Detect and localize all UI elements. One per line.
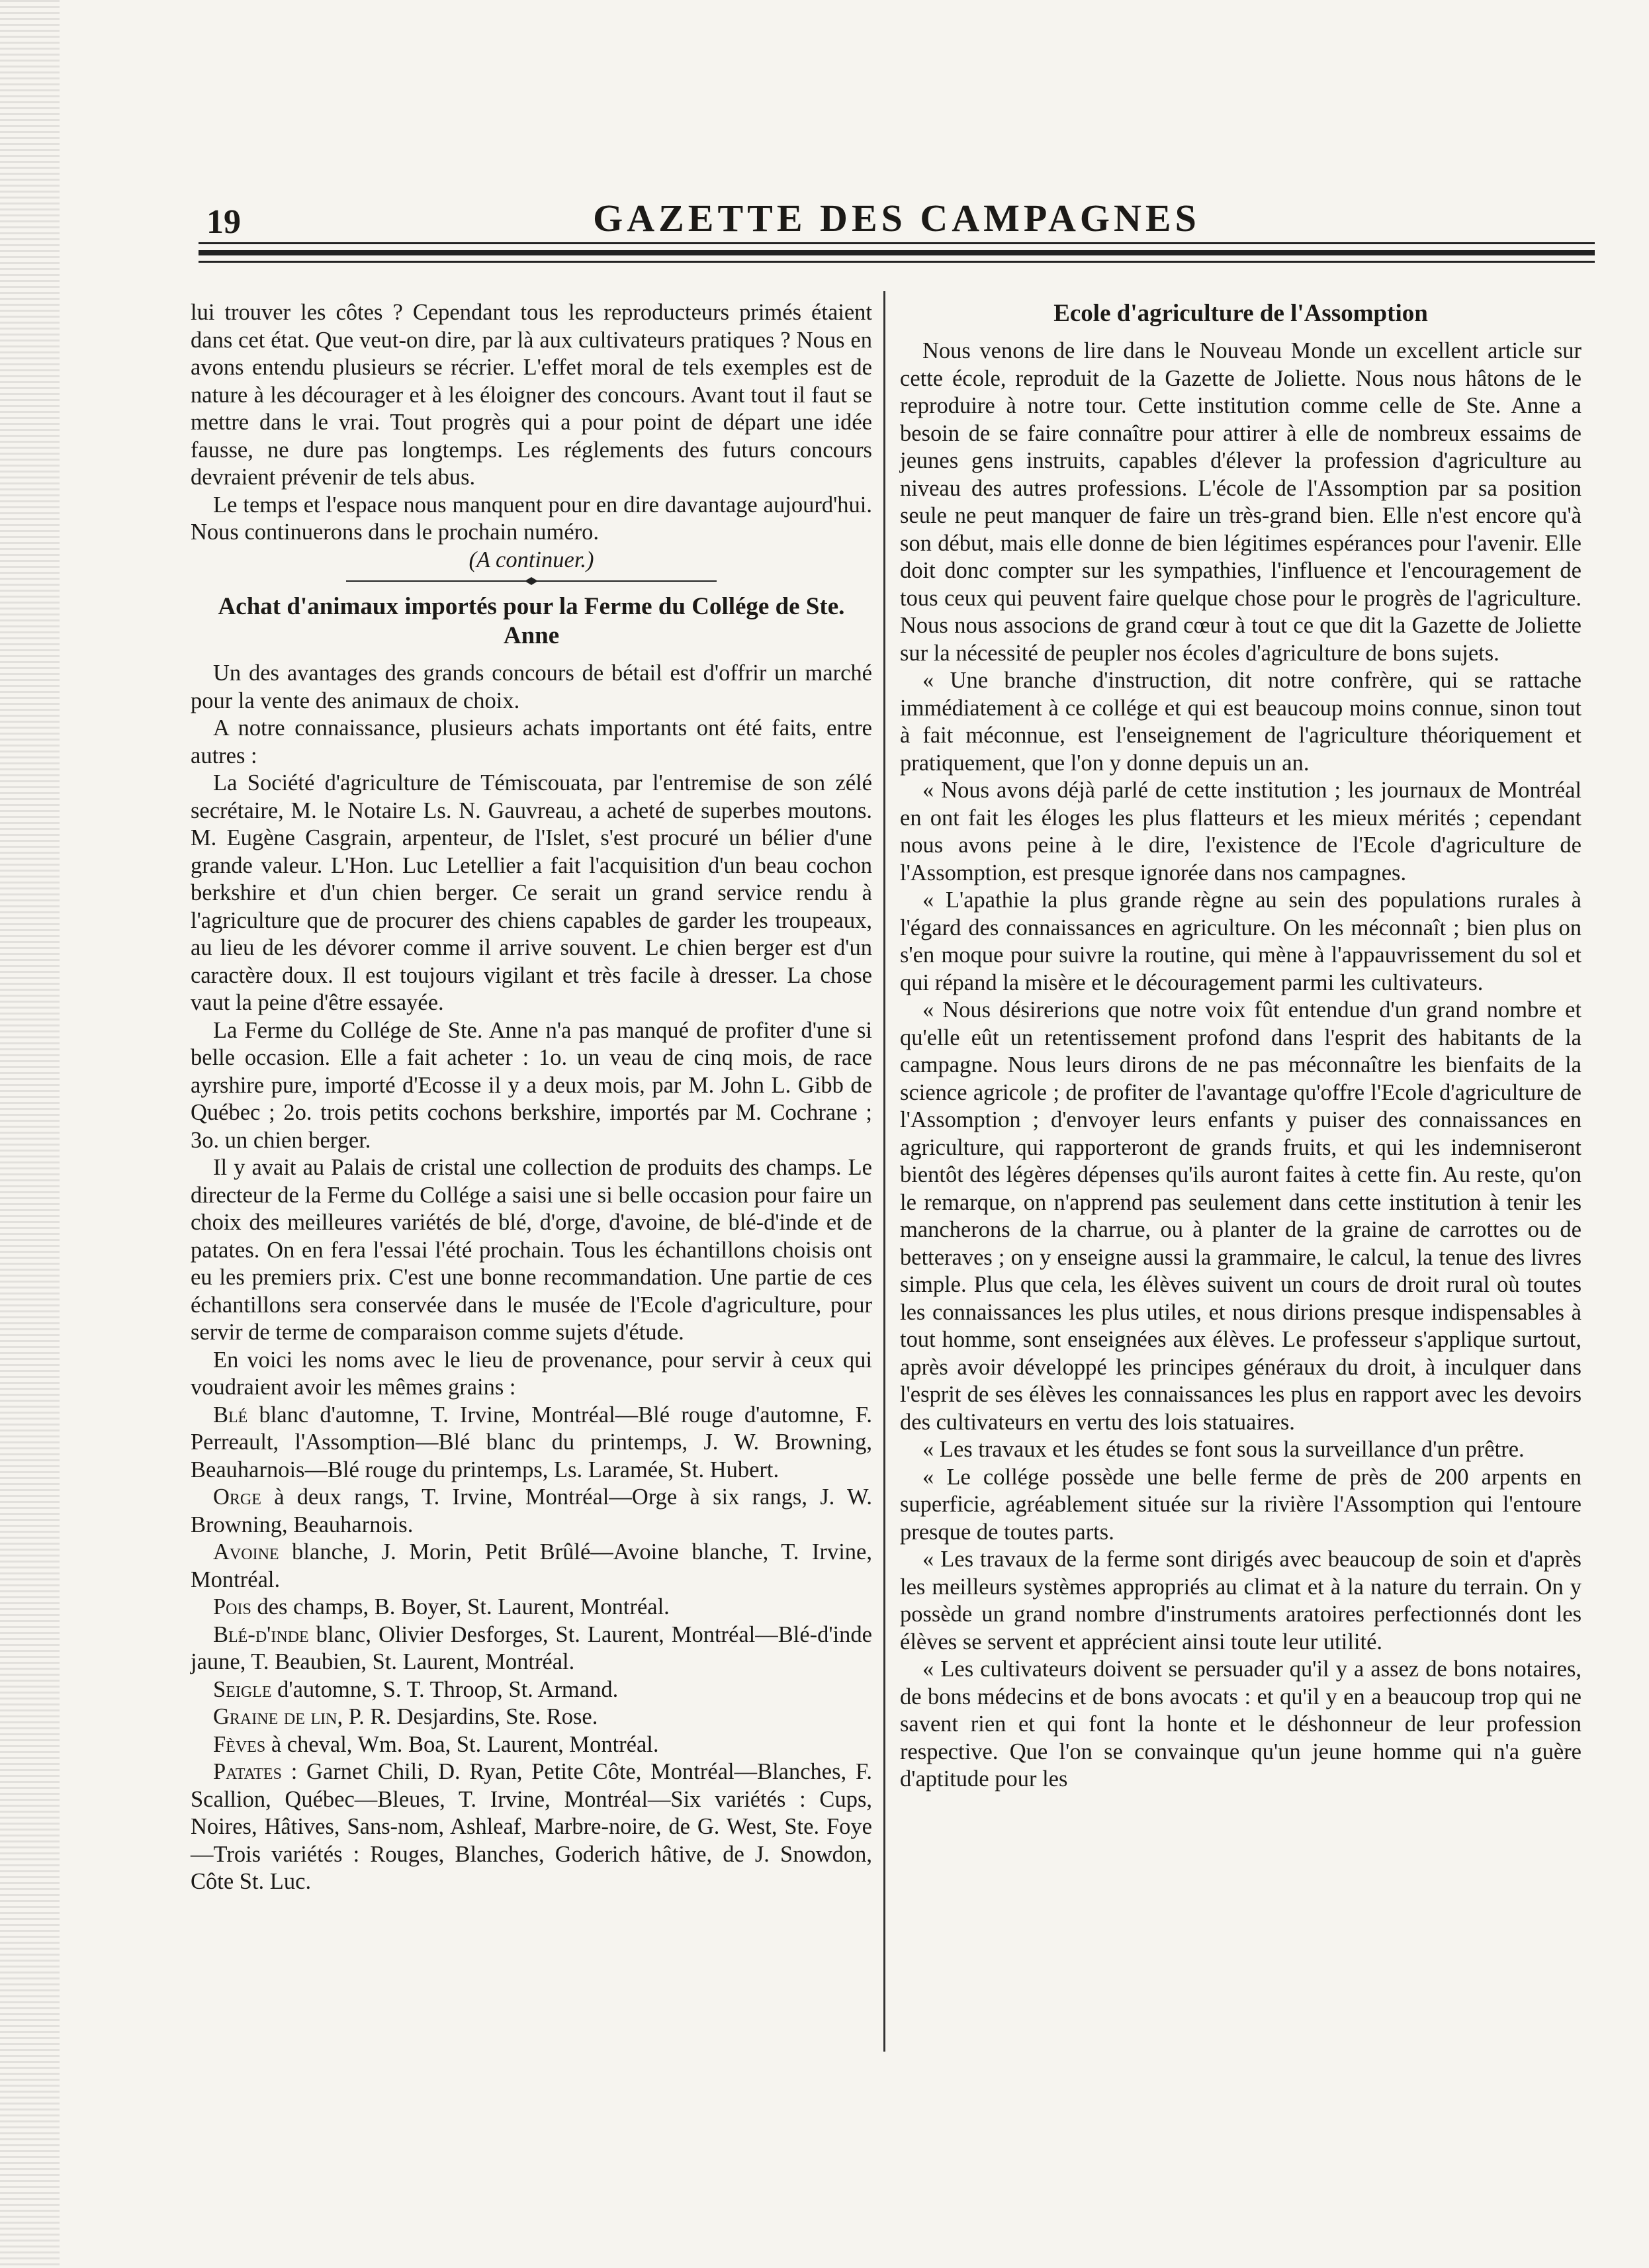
paragraph: La Ferme du Collége de Ste. Anne n'a pas manqué de profiter d'une si belle occasion. Elle a fait acheter : 1o. un veau de cinq mois, de race ayrshire pure, importé d'Ecosse il y a deux mois, par M. John L. Gibb de Québec ; 2o. trois petits cochons berkshire, importés par M. Cochrane ; 3o. un chien berger.	[191, 1017, 872, 1153]
grain-text: , P. R. Desjardins, Ste. Rose.	[337, 1704, 598, 1729]
paragraph: La Société d'agriculture de Témiscouata, par l'entremise de son zélé secrétaire, M. le Notaire Ls. N. Gauvreau, a acheté de superbes moutons. M. Eugène Casgrain, arpenteur, de l'Islet, s'est procuré un bélier d'une grande valeur. L'Hon. Luc Letellier a fait l'acquisition d'un beau cochon berkshire et d'un chien berger. Ce serait un grand service rendu à l'agriculture que de procurer des chiens capables de garder les troupeaux, au lieu de les dévorer comme il arrive souvent. Le chien berger est d'un caractère doux. Il est toujours vigilant et très facile à dresser. La chose vaut la peine d'être essayée.	[191, 770, 872, 1015]
grain-entry	[191, 1402, 872, 1484]
paragraph: lui trouver les côtes ? Cependant tous les reproducteurs primés étaient dans cet état. Que veut-on dire, par là aux cultivateurs pratiques ? Nous en avons entendu plusieurs se récrier. L'effet moral de tels exemples est de nature à les décourager et à les éloigner des concours. Avant tout il faut se mettre dans le vrai. Tout progrès qui a pour point de départ une idée fausse, ne dure pas longtemps. Les réglements des futurs concours devraient prévenir de tels abus.	[191, 300, 872, 490]
grain-entry	[191, 1621, 872, 1676]
grain-text: d'automne, S. T. Throop, St. Armand.	[271, 1676, 619, 1702]
grain-entry	[191, 1758, 872, 1896]
running-title: GAZETTE DES CAMPAGNES	[593, 197, 1200, 240]
scan-edge-noise	[0, 0, 60, 2268]
paragraph: « Les cultivateurs doivent se persuader qu'il y a assez de bons notaires, de bons médecins et de bons avocats : et qu'il y en a beaucoup trop qui ne savent rien et qui font la honte et le déshonneur de leur profession respective. Que l'on se convainque qu'un jeune homme qui n'a guère d'aptitude pour les	[900, 1656, 1582, 1792]
paragraph: Nous venons de lire dans le Nouveau Monde un excellent article sur cette école, reproduit de la Gazette de Joliette. Nous nous hâtons de le reproduire à notre tour. Cette institution comme celle de Ste. Anne a besoin de se faire connaître pour attirer à elle de nombreux essaims de jeunes gens instruits, capables d'élever la profession d'agriculture au niveau des autres professions. L'école de l'Assomption par sa position seule ne peut manquer de faire un très-grand bien. Elle n'est encore qu'à son début, mais elle donne de bien légitimes espérances pour l'avenir. Elle doit donc compter sur les sympathies, l'influence et l'encouragement de tous ceux qui peuvent faire quelque chose pour le progrès de l'agriculture. Nous nous associons de grand cœur à tout ce que dit la Gazette de Joliette sur la nécessité de peupler nos écoles d'agriculture de bons sujets.	[900, 338, 1582, 666]
grain-entry	[191, 1539, 872, 1594]
ornamental-rule	[346, 576, 717, 586]
grain-name: Fèves	[213, 1731, 266, 1757]
header-rule-thin	[199, 242, 1595, 244]
grain-name: Seigle	[213, 1676, 272, 1702]
paragraph: Le temps et l'espace nous manquent pour en dire davantage aujourd'hui. Nous continuerons dans le prochain numéro.	[191, 492, 872, 545]
paragraph: « Les travaux et les études se font sous la surveillance d'un prêtre.	[922, 1437, 1525, 1462]
paragraph: « Nous désirerions que notre voix fût entendue d'un grand nombre et qu'elle eût un retentissement profond dans l'esprit des habitants de la campagne. Nous leurs dirons de ne pas méconnaître les bienfaits de la science agricole ; de profiter de l'avantage qu'offre l'Ecole d'agriculture de l'Assomption ; d'envoyer leurs enfants y puiser des connaissances en agriculture, qui rapporteront de grands fruits, et qui les indemniseront bientôt des légères dépenses qu'ils auront faites à cette fin. Au reste, qu'on le remarque, on n'apprend pas seulement dans cette institution à tenir les mancherons de la charrue, ou à planter de la graine de carrottes ou de betteraves ; on y enseigne aussi la grammaire, le calcul, la tenue des livres simple. Plus que cela, les élèves suivent un cours de droit rural où toutes les connaissances les plus utiles, et nous dirions presque indispensables à tout homme, sont enseignées aux élèves. Le professeur s'applique surtout, après avoir développé les principes généraux du droit, à inculquer dans l'esprit de ses élèves les connaissances les plus en rapport avec les devoirs des cultivateurs en vertu des lois statuaires.	[900, 997, 1582, 1435]
paragraph: « Les travaux de la ferme sont dirigés avec beaucoup de soin et d'après les meilleurs systèmes appropriés au climat et à la nature du terrain. On y possède un grand nombre d'instruments aratoires perfectionnés dont les élèves se servent et apprécient ainsi toute leur utilité.	[900, 1547, 1582, 1655]
grain-name: Graine de lin	[213, 1704, 337, 1729]
grain-text: blanche, J. Morin, Petit Brûlé—Avoine blanche, T. Irvine, Montréal.	[191, 1539, 872, 1592]
header-rule-thick	[199, 250, 1595, 255]
grain-text: : Garnet Chili, D. Ryan, Petite Côte, Montréal—Blanches, F. Scallion, Québec—Bleues, T. Irvine, Montréal—Six variétés : Cups, Noires, Hâtives, Sans-nom, Ashleaf, Marbre-noire, de G. West, Ste. Foye—Trois variétés : Rouges, Blanches, Goderich hâtive, de J. Snowdon, Côte St. Luc.	[191, 1759, 872, 1894]
grain-text: blanc d'automne, T. Irvine, Montréal—Blé rouge d'automne, F. Perreault, l'Assomption—Blé blanc du printemps, J. W. Browning, Beauharnois—Blé rouge du printemps, Ls. Laramée, St. Hubert.	[191, 1402, 872, 1482]
grain-text: à deux rangs, T. Irvine, Montréal—Orge à six rangs, J. W. Browning, Beauharnois.	[191, 1484, 872, 1537]
grain-entry	[191, 1484, 872, 1539]
grain-text: blanc, Olivier Desforges, St. Laurent, Montréal—Blé-d'inde jaune, T. Beaubien, St. Laurent, Montréal.	[191, 1621, 872, 1674]
grain-name: Patates	[213, 1759, 282, 1784]
paragraph: A notre connaissance, plusieurs achats importants ont été faits, entre autres :	[191, 715, 872, 768]
grain-entry	[191, 1731, 872, 1759]
paragraph: « Une branche d'instruction, dit notre confrère, qui se rattache immédiatement à ce collége et qui est beaucoup moins connue, sinon tout à fait méconnue, est l'enseignement de l'agriculture théoriquement et pratiquement, que l'on y donne depuis un an.	[900, 668, 1582, 776]
grain-entry	[191, 1703, 872, 1731]
grain-name: Orge	[213, 1484, 261, 1510]
paragraph: En voici les noms avec le lieu de provenance, pour servir à ceux qui voudraient avoir les mêmes grains :	[191, 1347, 872, 1400]
paragraph: « L'apathie la plus grande règne au sein des populations rurales à l'égard des connaissances en agriculture. On les méconnaît ; bien plus on s'en moque pour suivre la routine, qui mène à l'appauvrissement du sol et qui répand la misère et le découragement parmi les cultivateurs.	[900, 887, 1582, 995]
grain-name: Pois	[213, 1594, 251, 1619]
header-rule-thin-lower	[199, 261, 1595, 263]
grain-name: Avoine	[213, 1539, 279, 1565]
paragraph: Il y avait au Palais de cristal une collection de produits des champs. Le directeur de la Ferme du Collége a saisi une si belle occasion pour faire un choix des meilleures variétés de blé, d'orge, d'avoine, de blé-d'inde et de patates. On en fera l'essai l'été prochain. Tous les échantillons choisis ont eu les premiers prix. C'est une bonne recommandation. Une partie de ces échantillons sera conservée dans le musée de l'Ecole d'agriculture, pour servir de terme de comparaison comme sujets d'étude.	[191, 1155, 872, 1345]
paragraph: « Le collége possède une belle ferme de près de 200 arpents en superficie, agréablement située sur la rivière l'Assomption qui l'entoure presque de toutes parts.	[900, 1464, 1582, 1545]
grain-text: des champs, B. Boyer, St. Laurent, Montréal.	[251, 1594, 670, 1619]
column-divider	[883, 291, 885, 2052]
page-header	[199, 179, 1595, 241]
section-title: Achat d'animaux importés pour la Ferme du Collége de Ste. Anne	[218, 593, 845, 649]
grain-entry	[191, 1594, 872, 1621]
page-number: 19	[206, 203, 241, 241]
continuation-note: (A continuer.)	[468, 547, 594, 572]
grain-name: Blé-d'inde	[213, 1621, 309, 1647]
section-title: Ecole d'agriculture de l'Assomption	[1053, 300, 1428, 327]
grain-entry	[191, 1676, 872, 1704]
right-column	[900, 299, 1582, 1793]
grain-name: Blé	[213, 1402, 248, 1428]
paragraph: Un des avantages des grands concours de bétail est d'offrir un marché pour la vente des animaux de choix.	[191, 660, 872, 713]
paragraph: « Nous avons déjà parlé de cette institution ; les journaux de Montréal en ont fait les éloges les plus flatteurs et les mieux mérités ; cependant nous avons peine à le dire, l'existence de l'Ecole d'agriculture de l'Assomption, est presque ignorée dans nos campagnes.	[900, 778, 1582, 885]
grain-text: à cheval, Wm. Boa, St. Laurent, Montréal.	[265, 1731, 659, 1757]
left-column	[191, 299, 872, 1896]
